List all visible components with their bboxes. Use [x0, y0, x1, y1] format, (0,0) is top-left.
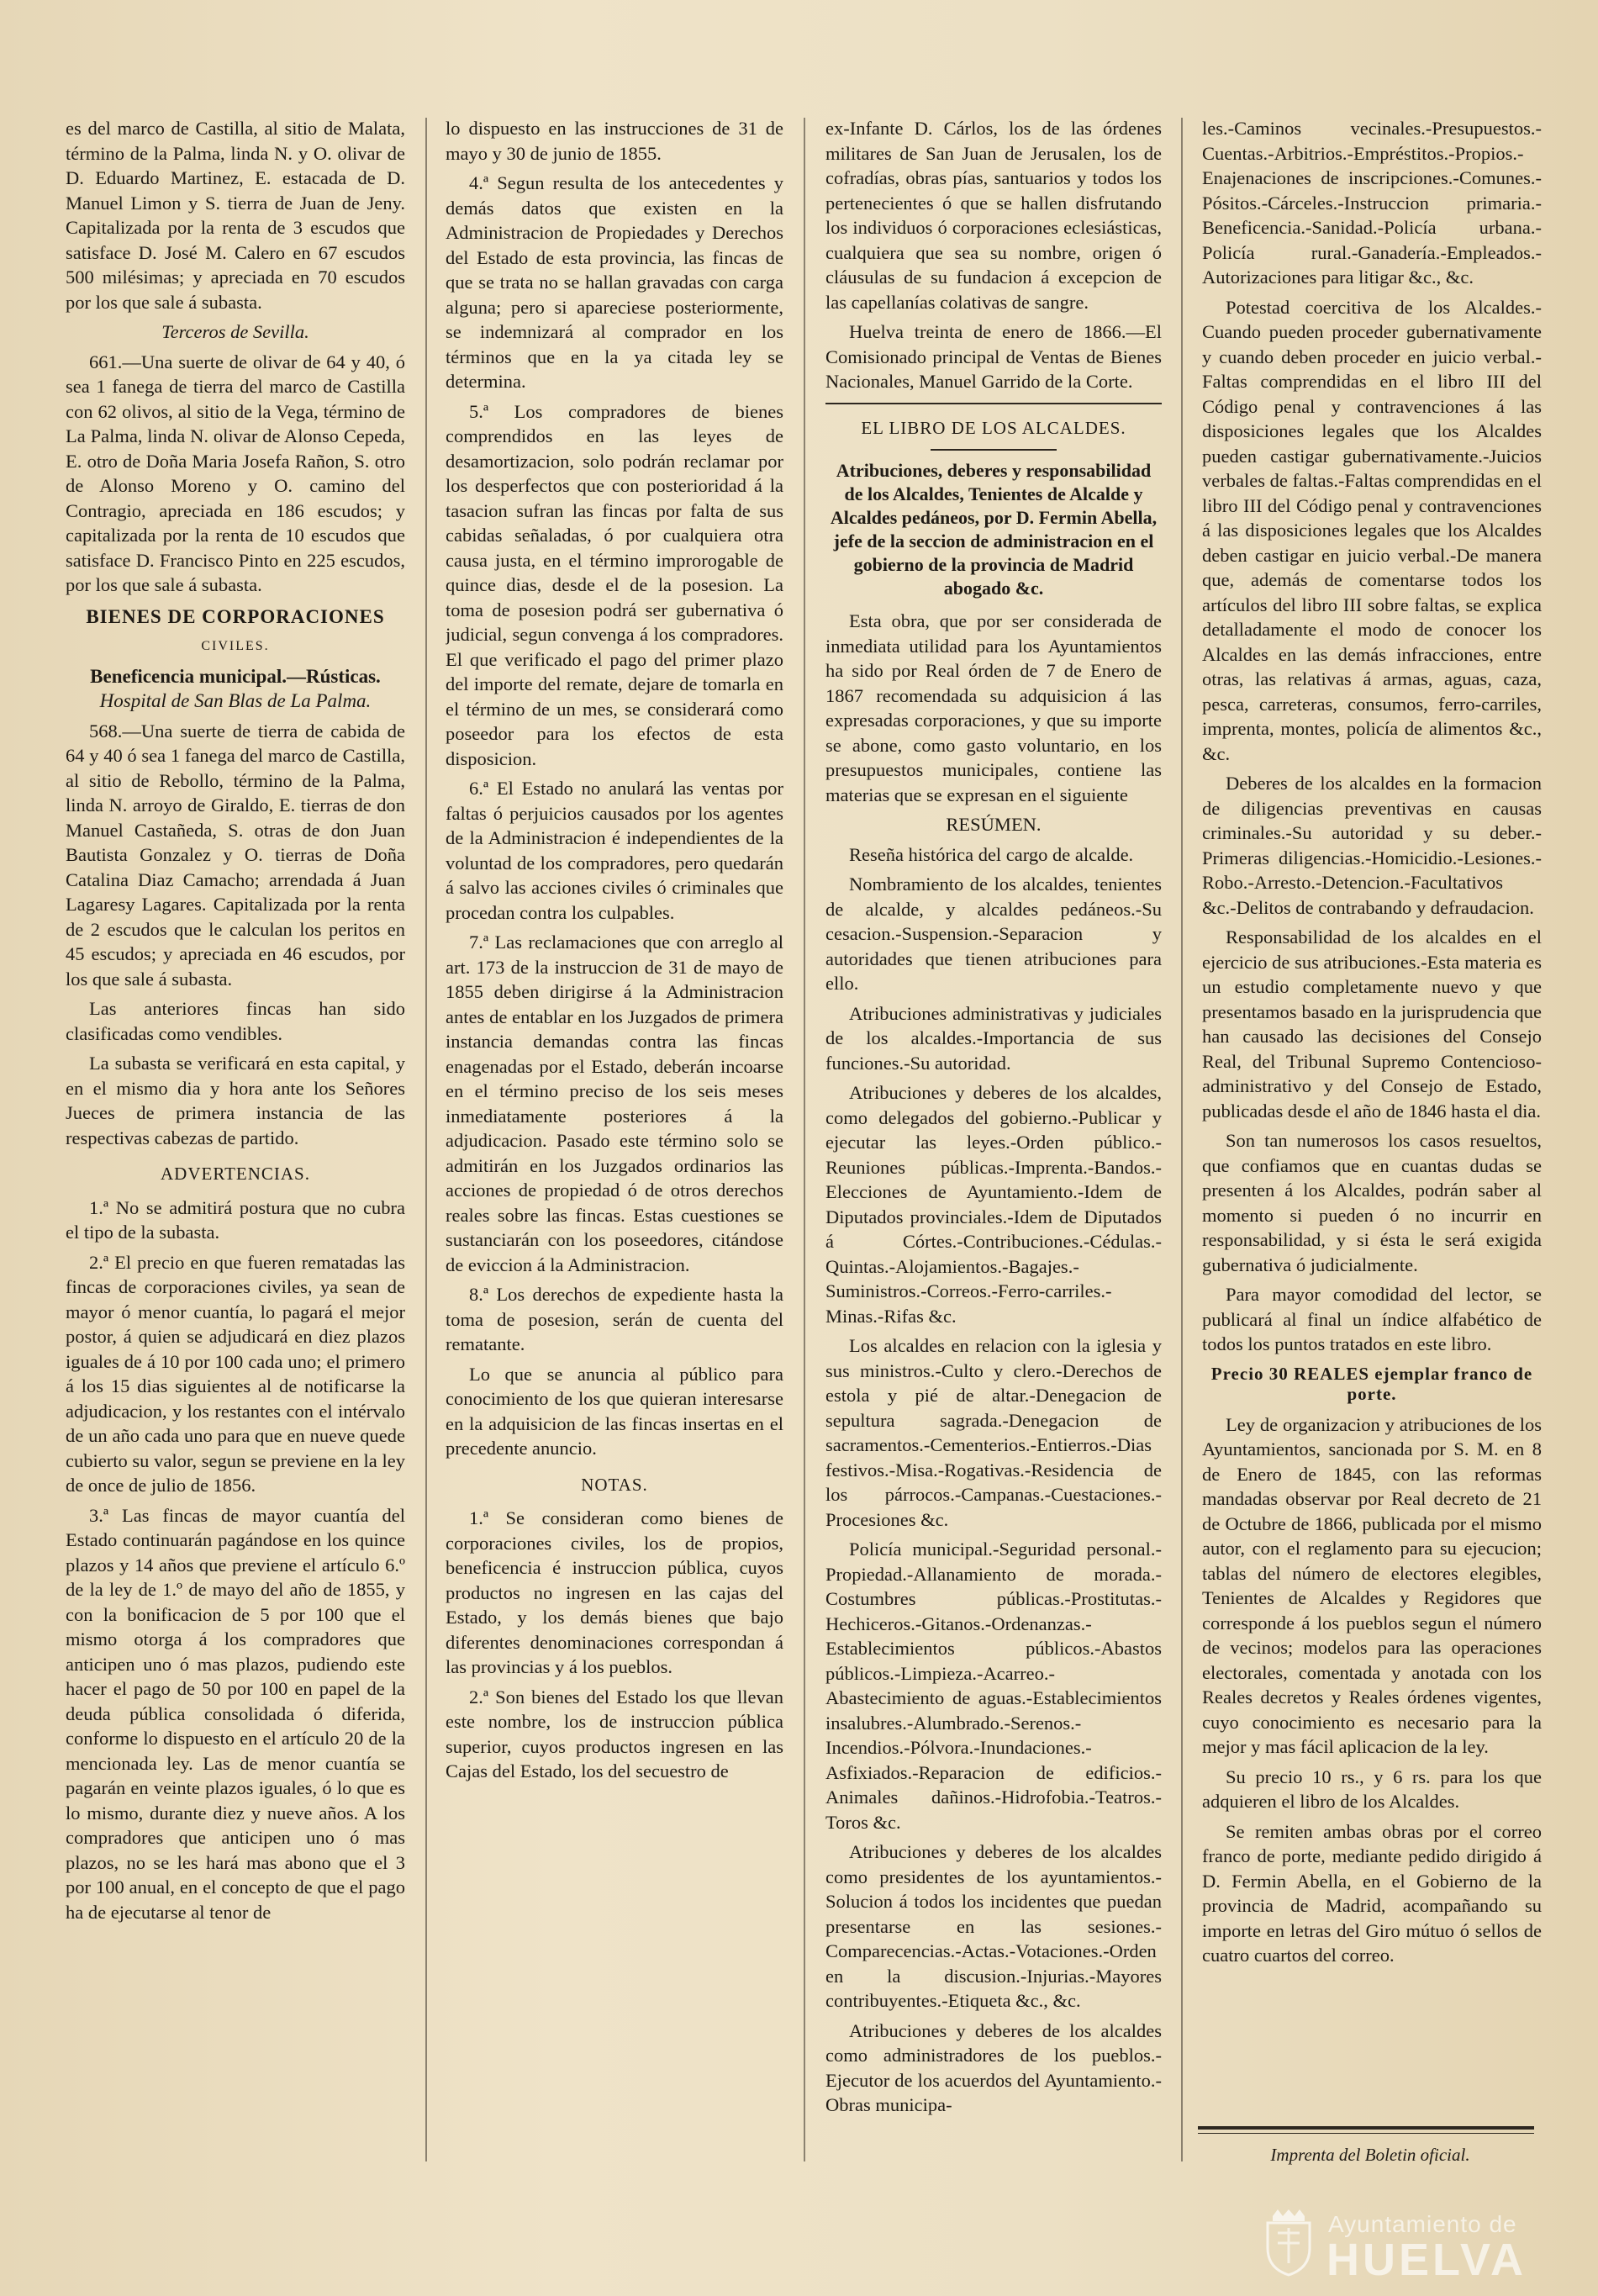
paragraph: 7.ª Las reclamaciones que con arreglo al art. 173 de la instruccion de 31 de mayo de 1855 deben dirigirse á la Administracion antes de entablar en los Juzgados de primera instancia demandas contra las fincas enagenadas por el Estado, deberán incoarse en el término preciso de los seis meses inmediatamente posteriores á la adjudicacion. Pasado este término solo se admitirán en los Juzgados ordinarios las acciones de propiedad ó de otros derechos reales sobre las fincas. Estas cuestiones se sustanciarán con los poseedores, citándose de eviccion á la Administracion.	[446, 932, 783, 1275]
watermark-logo-text: HUELVA	[1326, 2235, 1527, 2285]
printer-imprint: Imprenta del Boletin oficial.	[1270, 2145, 1470, 2165]
paragraph: 2.ª Son bienes del Estado los que llevan este nombre, los de instruccion pública superior, cuyos productos ingresen en las Cajas del Estado, los del secuestro de	[446, 1686, 783, 1781]
column-4	[1202, 116, 1542, 2119]
column-2	[446, 116, 783, 2161]
watermark-text: Ayuntamiento de	[1328, 2211, 1517, 2237]
paragraph: Reseña histórica del cargo de alcalde.	[849, 843, 1134, 865]
book-title: Atribuciones, deberes y responsabilidad de los Alcaldes, Tenientes de Alcalde y Alcaldes pedáneos, por D. Fermin Abella, jefe de la seccion de administracion en el gobierno de la provincia de Madrid abogado &c.	[830, 460, 1158, 599]
section-heading: ADVERTENCIAS.	[161, 1164, 310, 1184]
paragraph: Las anteriores fincas han sido clasificadas como vendibles.	[66, 998, 405, 1044]
paragraph: Responsabilidad de los alcaldes en el ejercicio de sus atribuciones.-Esta materia es un estudio completamente nuevo y que presentamos basado en la jurisprudencia que han causado las decisiones del Consejo Real, del Tribunal Supremo Contencioso-administrativo y del Consejo de Estado, publicadas desde el año de 1846 hasta el dia.	[1202, 926, 1542, 1122]
section-heading: BIENES DE CORPORACIONES	[86, 605, 385, 627]
paragraph: Su precio 10 rs., y 6 rs. para los que adquieren el libro de los Alcaldes.	[1202, 1766, 1542, 1812]
paragraph: 4.ª Segun resulta de los antecedentes y demás datos que existen en la Administracion de Propiedades y Derechos del Estado de esta provincia, las fincas de que se trata no se hallan gravadas con carga alguna; pero si apareciese posteriormente, se indemnizará al comprador en los términos que en la ya citada ley se determina.	[446, 172, 783, 392]
paragraph: Los alcaldes en relacion con la iglesia y sus ministros.-Culto y clero.-Derechos de estola y pié de altar.-Denegacion de sepultura sagrada.-Denegacion de sacramentos.-Cementerios.-Entierros.-Dias festivos.-Misa.-Rogativas.-Residencia de los párrocos.-Campanas.-Cuestaciones.-Procesiones &c.	[825, 1335, 1162, 1530]
closing-rule	[1198, 2126, 1534, 2130]
section-heading: Beneficencia municipal.—Rústicas.	[90, 665, 381, 687]
paragraph: 6.ª El Estado no anulará las ventas por faltas ó perjuicios causados por los agentes de la Administracion é independientes de la voluntad de los compradores, pero quedarán á salvo las acciones civiles ó criminales que procedan contra los culpables.	[446, 778, 783, 923]
paragraph: lo dispuesto en las instrucciones de 31 de mayo y 30 de junio de 1855.	[446, 118, 783, 164]
column-divider	[804, 118, 805, 2161]
paragraph: Esta obra, que por ser considerada de inmediata utilidad para los Ayuntamientos ha sido por Real órden de 7 de Enero de 1867 recomendada su adquisicion á las expresadas corporaciones, y que su importe se abone, como gasto voluntario, en los presupuestos municipales, contiene las materias que se expresan en el siguiente	[825, 610, 1162, 805]
paragraph: Ley de organizacion y atribuciones de los Ayuntamientos, sancionada por S. M. en 8 de Enero de 1845, con las reformas mandadas observar por Real decreto de 21 de Octubre de 1866, publicada por el mismo autor, con el reglamento para su ejecucion; tablas del número de electores elegibles, Tenientes de Alcaldes y Regidores que corresponde á los pueblos segun el número de vecinos; modelos para las operaciones electorales, comentada y anotada con los Reales decretos y Reales órdenes vigentes, cuyo conocimiento es necesario para la mejor y mas fácil aplicacion de la ley.	[1202, 1413, 1542, 1757]
paragraph: Atribuciones y deberes de los alcaldes, como delegados del gobierno.-Publicar y ejecutar las leyes.-Orden público.-Reuniones públicas.-Imprenta.-Bandos.-Elecciones de Ayuntamiento.-Idem de Diputados provinciales.-Idem de Diputados á Córtes.-Contribuciones.-Cédulas.-Quintas.-Alojamientos.-Bagajes.-Suministros.-Correos.-Ferro-carriles.-Minas.-Rifas &c.	[825, 1082, 1162, 1327]
paragraph: Lo que se anuncia al público para conocimiento de los que quieran interesarse en la adquisicion de las fincas insertas en el precedente anuncio.	[446, 1363, 783, 1459]
paragraph: Nombramiento de los alcaldes, tenientes de alcalde, y alcaldes pedáneos.-Su cesacion.-Suspension.-Separacion y autoridades que tienen atribuciones para ello.	[825, 874, 1162, 994]
paragraph: 5.ª Los compradores de bienes comprendidos en las leyes de desamortizacion, solo podrán reclamar por los desperfectos que con posterioridad á la tasacion sufran las fincas por falta de sus cabidas señaladas, ó por cualquiera otra causa justa, en el término improrogable de quince dias, desde el de la posesion. La toma de posesion podrá ser gubernativa ó judicial, segun convenga á los compradores. El que verificado el pago del primer plazo del importe del remate, dejare de tomarla en el término de un mes, se considerará como poseedor para los efectos de esta disposicion.	[446, 400, 783, 769]
paragraph: 3.ª Las fincas de mayor cuantía del Estado continuarán pagándose en los quince plazos y 14 años que previene el artículo 6.º de la ley de 1.º de mayo del año de 1855, y con la bonificacion de 5 por 100 que el mismo otorga á los compradores que anticipen uno ó mas plazos, pudiendo este hacer el pago de 50 por 100 en papel de la deuda pública consolidada ó diferida, conforme lo dispuesto en el artículo 20 de la mencionada ley. Las de menor cuantía se pagarán en veinte plazos iguales, ó lo que es lo mismo, durante diez y nueve años. A los compradores que anticipen uno ó mas plazos, no se les hará mas abono que el 3 por 100 anual, en el concepto de que el pago ha de ejecutarse al tenor de	[66, 1504, 405, 1923]
paragraph: La subasta se verificará en esta capital, y en el mismo dia y hora ante los Señores Jueces de primera instancia de las respectivas cabezas de partido.	[66, 1053, 405, 1148]
paragraph: les.-Caminos vecinales.-Presupuestos.-Cuentas.-Arbitrios.-Empréstitos.-Propios.-Enajenaciones de inscripciones.-Comunes.-Pósitos.-Cárceles.-Instruccion primaria.-Beneficencia.-Sanidad.-Policía urbana.-Policía rural.-Ganadería.-Empleados.-Autorizaciones para litigar &c., &c.	[1202, 118, 1542, 288]
divider	[931, 449, 1057, 451]
section-subtitle: Terceros de Sevilla.	[161, 321, 309, 342]
paragraph: Para mayor comodidad del lector, se publicará al final un índice alfabético de todos los puntos tratados en este libro.	[1202, 1284, 1542, 1354]
section-subtitle: Hospital de San Blas de La Palma.	[99, 690, 372, 711]
section-heading: RESÚMEN.	[946, 814, 1042, 835]
section-subheading: CIVILES.	[201, 639, 270, 653]
divider	[825, 403, 1162, 404]
column-3	[825, 116, 1162, 2161]
paragraph: Policía municipal.-Seguridad personal.-Propiedad.-Allanamiento de morada.-Costumbres públicas.-Prostitutas.-Hechiceros.-Gitanos.-Ordenanzas.-Establecimientos públicos.-Abastos públicos.-Limpieza.-Acarreo.-Abastecimiento de aguas.-Establecimientos insalubres.-Alumbrado.-Serenos.-Incendios.-Pólvora.-Inundaciones.-Asfixiados.-Reparacion de edificios.-Animales dañinos.-Hidrofobia.-Teatros.-Toros &c.	[825, 1539, 1162, 1833]
coat-of-arms-icon	[1261, 2208, 1316, 2277]
column-divider	[425, 118, 427, 2161]
closing-rule	[1198, 2133, 1534, 2134]
paragraph: Son tan numerosos los casos resueltos, que confiamos que en cuantas dudas se presenten á los Alcaldes, podrán saber al momento si pueden ó no incurrir en responsabilidad, y si ésta le será exigida gubernativa ó judicialmente.	[1202, 1130, 1542, 1275]
paragraph: Deberes de los alcaldes en la formacion de diligencias preventivas en causas criminales.-Su autoridad y su deber.-Primeras diligencias.-Homicidio.-Lesiones.-Robo.-Arresto.-Detencion.-Facultativos &c.-Delitos de contrabando y defraudacion.	[1202, 773, 1542, 918]
paragraph: Atribuciones administrativas y judiciales de los alcaldes.-Importancia de sus funciones.-Su autoridad.	[825, 1002, 1162, 1074]
paragraph: 1.ª No se admitirá postura que no cubra el tipo de la subasta.	[66, 1196, 405, 1243]
paragraph: Se remiten ambas obras por el correo franco de porte, mediante pedido dirigido á D. Fermin Abella, en el Gobierno de la provincia de Madrid, acompañando su importe en letras del Giro mútuo ó sellos de cuatro cuartos del correo.	[1202, 1820, 1542, 1966]
paragraph: Atribuciones y deberes de los alcaldes como presidentes de los ayuntamientos.-Solucion á todos los incidentes que puedan presentarse en las sesiones.-Comparecencias.-Actas.-Votaciones.-Orden en la discusion.-Injurias.-Mayores contribuyentes.-Etiqueta &c., &c.	[825, 1841, 1162, 2011]
section-heading: EL LIBRO DE LOS ALCALDES.	[861, 417, 1126, 438]
paragraph: 2.ª El precio en que fueren rematadas las fincas de corporaciones civiles, ya sean de mayor ó menor cuantía, lo pagará el mejor postor, á quien se adjudicará en diez plazos iguales de á 10 por 100 cada uno; el primero á los 15 dias siguientes al de notificarse la adjudicacion, y los restantes con el intérvalo de un año cada uno para que en nueve quede cubierto su valor, segun se previene en la ley de once de julio de 1856.	[66, 1251, 405, 1496]
section-heading: NOTAS.	[581, 1474, 648, 1495]
column-1	[66, 116, 405, 2161]
paragraph: 568.—Una suerte de tierra de cabida de 64 y 40 ó sea 1 fanega del marco de Castilla, al sitio de Rebollo, término de la Palma, linda N. arroyo de Giraldo, E. tierras de don Manuel Castañeda, S. otras de don Juan Bautista Gonzalez y O. tierras de Doña Catalina Diaz Camacho; arrendada á Juan Lagaresy Lagares. Capitalizada por la renta de 2 escudos que le calculan los peritos en 45 escudos; y apreciada en 46 escudos, por los que sale á subasta.	[66, 720, 405, 990]
paragraph: Huelva treinta de enero de 1866.—El Comisionado principal de Ventas de Bienes Nacionales, Manuel Garrido de la Corte.	[825, 321, 1162, 392]
paragraph: 661.—Una suerte de olivar de 64 y 40, ó sea 1 fanega de tierra del marco de Castilla con 62 olivos, al sitio de la Vega, término de La Palma, linda N. olivar de Alonso Cepeda, E. otro de Doña Maria Josefa Rañon, S. otro de Alonso Moreno y O. camino del Contragio, apreciada en 186 escudos; y capitalizada por la renta de 10 escudos que satisface D. Francisco Pinto en 225 escudos, por los que sale á subasta.	[66, 351, 405, 595]
paragraph: 8.ª Los derechos de expediente hasta la toma de posesion, serán de cuenta del rematante.	[446, 1284, 783, 1354]
paragraph: Atribuciones y deberes de los alcaldes como administradores de los pueblos.-Ejecutor de los acuerdos del Ayuntamiento.-Obras municipa-	[825, 2019, 1162, 2115]
paragraph: 1.ª Se consideran como bienes de corporaciones civiles, los de propios, beneficencia é instruccion pública, cuyos productos no ingresen en las cajas del Estado, y los demás bienes que bajo diferentes denominaciones correspondan á las provincias y á los pueblos.	[446, 1507, 783, 1677]
column-divider	[1181, 118, 1183, 2161]
price-line: Precio 30 REALES ejemplar franco de porte.	[1210, 1363, 1533, 1404]
paragraph: ex-Infante D. Cárlos, los de las órdenes militares de San Juan de Jerusalen, los de cofradías, obras pías, santuarios y todos los pertenecientes ó que se hallen disfrutando los individuos ó corporaciones eclesiásticas, cualquiera que sea su nombre, origen ó cláusulas de su fundacion á excepcion de las capellanías colativas de sangre.	[825, 118, 1162, 313]
paragraph: Potestad coercitiva de los Alcaldes.-Cuando pueden proceder gubernativamente y cuando deben proceder en juicio verbal.-Faltas comprendidas en el libro III del Código penal y contravenciones á las disposiciones legales que los Alcaldes pueden castigar gubernativamente.-Juicios verbales de faltas.-Faltas comprendidas en el libro III del Código penal y contravenciones á las disposiciones legales que los Alcaldes deben castigar en juicio verbal.-De manera que, además de comentarse todos los artículos del libro III sobre faltas, se explica detalladamente el modo de conocer los Alcaldes en las demás infracciones, entre otras, las relativas á armas, aguas, caza, pesca, carreteras, consumos, ferro-carriles, imprenta, montes, policía de alimentos &c., &c.	[1202, 296, 1542, 764]
paragraph: es del marco de Castilla, al sitio de Malata, término de la Palma, linda N. y O. olivar de D. Eduardo Martinez, E. estacada de D. Manuel Limon y S. tierra de Juan de Jeny. Capitalizada por la renta de 3 escudos que satisface D. José M. Calero en 67 escudos 500 milésimas; y apreciada en 70 escudos por los que sale á subasta.	[66, 118, 405, 313]
